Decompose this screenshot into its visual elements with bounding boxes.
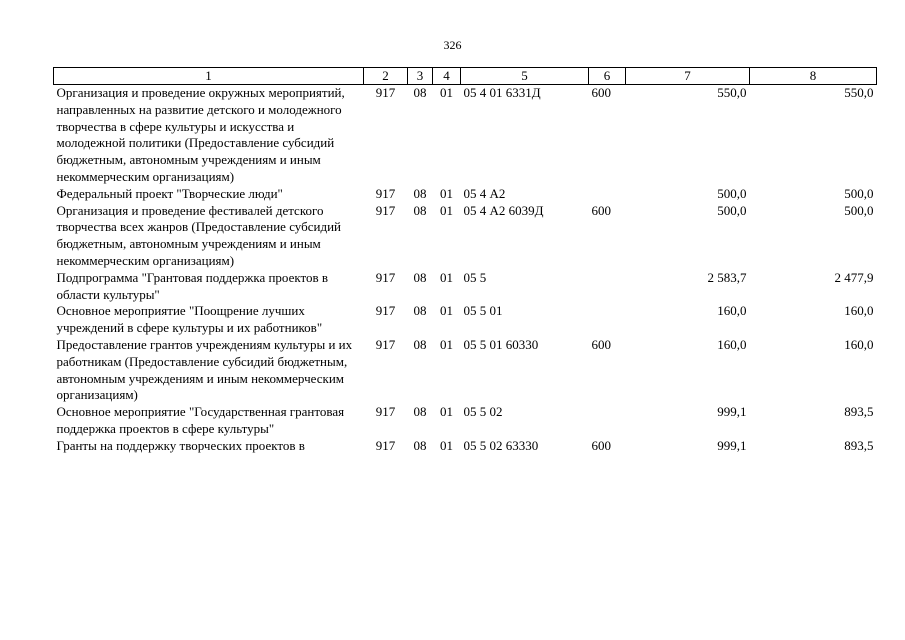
table-row: [54, 303, 877, 337]
row-section: 08: [413, 185, 427, 201]
row-amount-1: 2 583,7: [707, 269, 747, 285]
row-amount-1: 999,1: [717, 437, 747, 453]
table-row: [54, 438, 877, 455]
row-target-code: 05 5: [463, 269, 487, 285]
row-expense-type: [589, 186, 626, 203]
row-expense-type: 600: [591, 202, 611, 218]
row-name: Гранты на поддержку творческих проектов в: [56, 437, 305, 453]
header-col-4: 4: [433, 68, 461, 85]
row-name: Основное мероприятие "Поощрение лучших учреждений в сфере культуры и их работников": [56, 303, 323, 336]
row-target-code: 05 4 01 6331Д: [463, 85, 541, 100]
header-col-6: 6: [589, 68, 626, 85]
row-section: 08: [413, 404, 427, 420]
row-ministry-code: 917: [375, 437, 396, 453]
row-ministry-code: 917: [375, 85, 396, 100]
header-col-5: 5: [461, 68, 589, 85]
row-name: Организация и проведение окружных мероприятий, направленных на развитие детского и молодежного творчества в сфере культуры и искусства и молодежной политики (Предоставление субсидий бюджетным, автономным учреждениям и иным некоммерческим организациям): [56, 85, 345, 184]
header-col-8: 8: [750, 68, 877, 85]
row-subsection: 01: [440, 85, 453, 100]
row-name: Организация и проведение фестивалей детского творчества всех жанров (Предоставление субсидий бюджетным, автономным учреждениям и иным некоммерческим организациям): [56, 202, 342, 268]
row-amount-1: 999,1: [717, 404, 747, 420]
row-name: Основное мероприятие "Государственная грантовая поддержка проектов в сфере культуры": [56, 404, 345, 436]
row-target-code: 05 4 А2 6039Д: [463, 202, 544, 218]
row-amount-2: 2 477,9: [834, 269, 874, 285]
row-target-code: 05 5 02: [463, 404, 503, 420]
row-subsection: 01: [440, 202, 453, 218]
row-subsection: 01: [440, 269, 453, 285]
row-expense-type: [589, 303, 626, 337]
row-target-code: 05 4 А2: [463, 185, 506, 201]
page-number: 326: [443, 38, 462, 52]
row-section: 08: [413, 336, 427, 352]
header-col-1: 1: [54, 68, 364, 85]
row-subsection: 01: [440, 437, 453, 453]
row-amount-2: 550,0: [844, 85, 874, 100]
row-expense-type: [589, 270, 626, 304]
row-name: Федеральный проект "Творческие люди": [56, 185, 283, 201]
row-name: Подпрограмма "Грантовая поддержка проектов в области культуры": [56, 269, 329, 302]
row-target-code: 05 5 01 60330: [463, 336, 539, 352]
table-header-row: [54, 68, 877, 85]
table-row: [54, 404, 877, 438]
row-expense-type: 600: [591, 85, 611, 100]
row-amount-2: 160,0: [844, 303, 874, 319]
row-amount-2: 500,0: [844, 185, 874, 201]
row-ministry-code: 917: [375, 336, 396, 352]
row-amount-1: 500,0: [717, 202, 747, 218]
row-target-code: 05 5 02 63330: [463, 437, 539, 453]
row-ministry-code: 917: [375, 303, 396, 319]
row-amount-1: 550,0: [717, 85, 747, 100]
table-row: [54, 270, 877, 304]
table-row: [54, 203, 877, 270]
row-section: 08: [413, 269, 427, 285]
row-subsection: 01: [440, 336, 453, 352]
row-subsection: 01: [440, 404, 453, 420]
row-name: Предоставление грантов учреждениям культуры и их работникам (Предоставление субсидий бюджетным, автономным учреждениям и иным некоммерческим организациям): [56, 336, 353, 403]
row-ministry-code: 917: [375, 404, 396, 420]
row-amount-2: 893,5: [844, 437, 874, 453]
row-amount-1: 160,0: [717, 303, 747, 319]
table-row: [54, 186, 877, 203]
row-section: 08: [413, 303, 427, 319]
header-col-7: 7: [626, 68, 750, 85]
row-section: 08: [413, 85, 427, 100]
row-ministry-code: 917: [375, 185, 396, 201]
row-expense-type: [589, 404, 626, 438]
table-row: [54, 337, 877, 404]
row-amount-2: 160,0: [844, 336, 874, 352]
row-ministry-code: 917: [375, 269, 396, 285]
header-col-3: 3: [408, 68, 433, 85]
header-col-2: 2: [364, 68, 408, 85]
row-amount-1: 500,0: [717, 185, 747, 201]
row-section: 08: [413, 437, 427, 453]
table-row: [54, 85, 877, 186]
row-section: 08: [413, 202, 427, 218]
row-subsection: 01: [440, 303, 453, 319]
row-expense-type: 600: [591, 336, 611, 352]
budget-table: [53, 67, 877, 455]
row-amount-2: 893,5: [844, 404, 874, 420]
row-subsection: 01: [440, 185, 453, 201]
row-amount-2: 500,0: [844, 202, 874, 218]
row-target-code: 05 5 01: [463, 303, 503, 319]
row-amount-1: 160,0: [717, 336, 747, 352]
row-ministry-code: 917: [375, 202, 396, 218]
row-expense-type: 600: [591, 437, 611, 453]
